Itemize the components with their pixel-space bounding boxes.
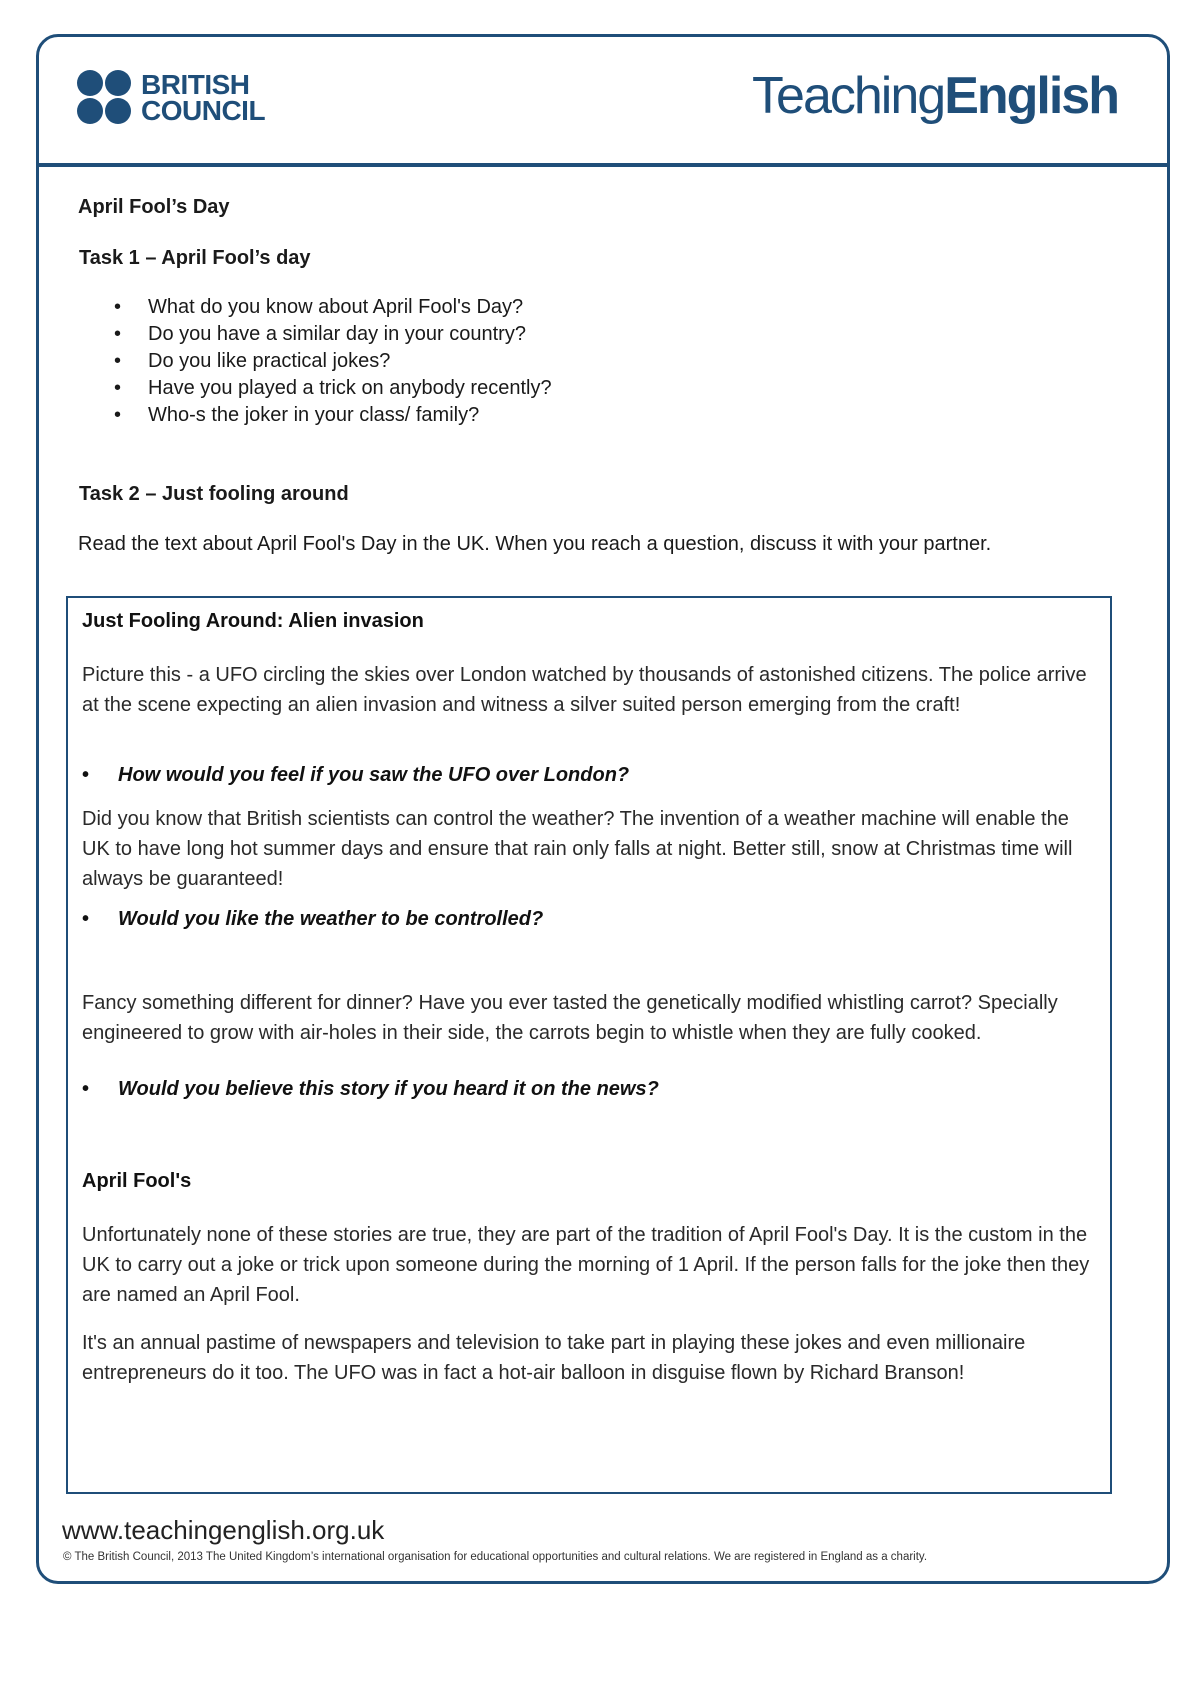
task1-heading: Task 1 – April Fool’s day xyxy=(79,247,311,269)
page-title: April Fool’s Day xyxy=(78,196,230,218)
box-title: Just Fooling Around: Alien invasion xyxy=(82,610,424,632)
teaching-english-bold: English xyxy=(944,67,1118,125)
task1-question-list xyxy=(114,294,552,429)
discussion-question-weather: • Would you like the weather to be controlled? xyxy=(82,904,543,934)
paragraph-weather: Did you know that British scientists can control the weather? The invention of a weather machine will enable the UK to have long hot summer days and ensure that rain only falls at night. Better still, snow at Christmas time will always be guaranteed! xyxy=(82,808,1073,890)
british-council-dots-icon xyxy=(77,70,133,126)
teaching-english-logo xyxy=(752,66,1118,126)
reading-text-box xyxy=(66,596,1112,1494)
paragraph-tradition: Unfortunately none of these stories are true, they are part of the tradition of April Fool's Day. It is the custom in the UK to carry out a joke or trick upon someone during the morning of 1 April. If the person falls for the joke then they are named an April Fool. xyxy=(82,1224,1090,1306)
list-item: • Do you have a similar day in your country? xyxy=(114,321,552,348)
box-subheading: April Fool's xyxy=(82,1170,192,1192)
british-council-line1: BRITISH xyxy=(141,69,250,100)
list-item: • Do you like practical jokes? xyxy=(114,348,552,375)
header-divider xyxy=(36,163,1170,167)
task2-intro: Read the text about April Fool's Day in the UK. When you reach a question, discuss it with your partner. xyxy=(78,533,992,555)
footer-url[interactable]: www.teachingenglish.org.uk xyxy=(62,1515,385,1545)
list-item: • Have you played a trick on anybody recently? xyxy=(114,375,552,402)
teaching-english-light: Teaching xyxy=(752,67,945,125)
list-item: • Who-s the joker in your class/ family? xyxy=(114,402,552,429)
british-council-line2: COUNCIL xyxy=(141,95,266,126)
footer-copyright: © The British Council, 2013 The United Kingdom’s international organisation for educational opportunities and cultural relations. We are registered in England as a charity. xyxy=(63,1551,928,1563)
british-council-logo xyxy=(77,70,265,126)
discussion-question-news: • Would you believe this story if you heard it on the news? xyxy=(82,1074,659,1104)
paragraph-carrot: Fancy something different for dinner? Have you ever tasted the genetically modified whistling carrot? Specially engineered to grow with air-holes in their side, the carrots begin to whistle when they are fully cooked. xyxy=(82,992,1058,1044)
list-item: • What do you know about April Fool's Day? xyxy=(114,294,552,321)
paragraph-ufo: Picture this - a UFO circling the skies over London watched by thousands of astonished citizens. The police arrive at the scene expecting an alien invasion and witness a silver suited person emerging from the craft! xyxy=(82,664,1087,716)
discussion-question-ufo: • How would you feel if you saw the UFO over London? xyxy=(82,760,629,790)
paragraph-branson: It's an annual pastime of newspapers and television to take part in playing these jokes and even millionaire entrepreneurs do it too. The UFO was in fact a hot-air balloon in disguise flown by Richard Branson! xyxy=(82,1332,1026,1384)
task2-heading: Task 2 – Just fooling around xyxy=(79,483,349,505)
